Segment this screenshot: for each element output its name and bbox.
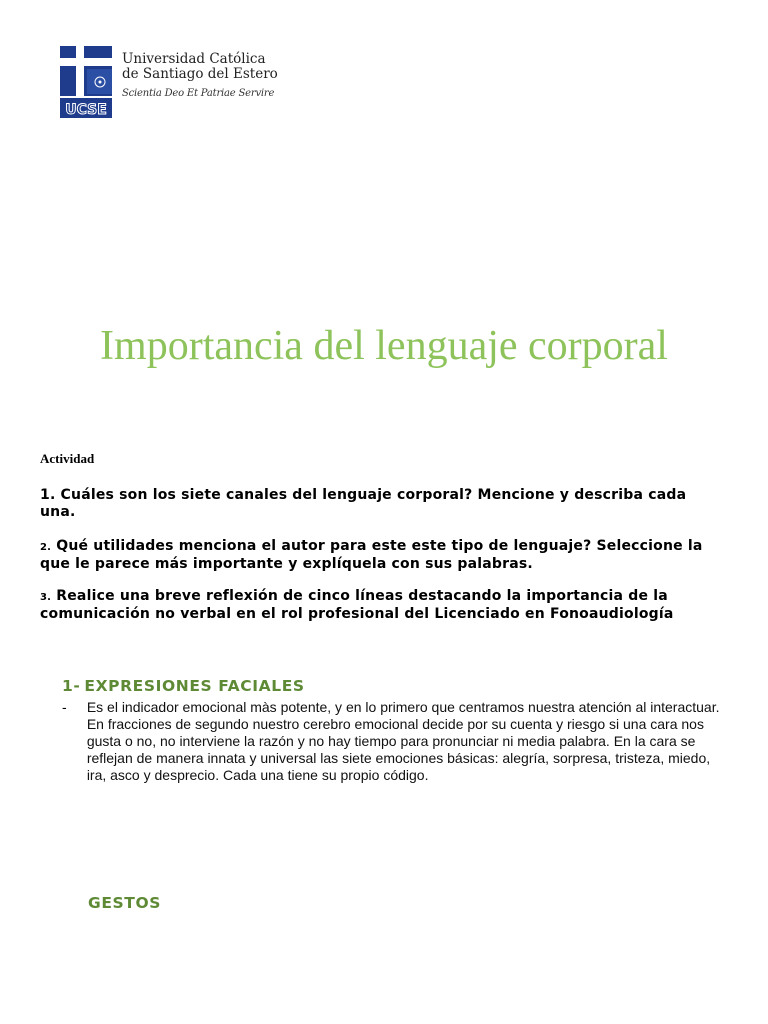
logo-letters: UCSE [65,102,107,118]
section-heading-gestures: GESTOS [88,894,161,912]
section-1-body: Es el indicador emocional màs potente, y en lo primero que centramos nuestra atención al interactuar. En fracciones de segundo nuestro cerebro emocional decide por su cuenta y riesgo si una cara nos gusta o no, no interviene la razón y no hay tiempo para pronunciar ni media palabra. En la cara se reflejan de manera innata y universal las siete emociones básicas: alegría, sorpresa, tristeza, miedo, ira, asco y desprecio. Cada una tiene su propio código. [86,699,720,783]
question-1-number: 1. [40,487,56,503]
activity-label: Actividad [40,451,95,466]
university-logo [60,46,278,118]
logo-text-block [122,52,278,99]
question-2-number: 2. [40,542,52,553]
question-1-text: Cuáles son los siete canales del lenguaje corporal? Mencione y describa cada una. [40,487,687,520]
question-3 [40,588,720,623]
section-heading-facial-expressions [62,677,305,695]
section-1-number: 1- [62,677,81,695]
university-name-line2: de Santiago del Estero [122,66,278,82]
question-1 [40,487,720,521]
section-1-title: EXPRESIONES FACIALES [84,677,305,695]
university-motto: Scientia Deo Et Patriae Servire [122,88,275,99]
question-2 [40,538,720,573]
ucse-crest-icon [60,46,112,118]
question-3-text: Realice una breve reflexión de cinco líneas destacando la importancia de la comunicación no verbal en el rol profesional del Licenciado en Fonoaudiología [40,588,674,622]
page-title: Importancia del lenguaje corporal [100,323,668,369]
question-3-number: 3. [40,592,52,603]
question-2-text: Qué utilidades menciona el autor para este este tipo de lenguaje? Seleccione la que le parece más importante y explíquela con sus palabras. [40,538,703,572]
bullet-dash: - [62,699,67,715]
list-item [62,699,722,784]
university-name-line1: Universidad Católica [122,51,266,67]
